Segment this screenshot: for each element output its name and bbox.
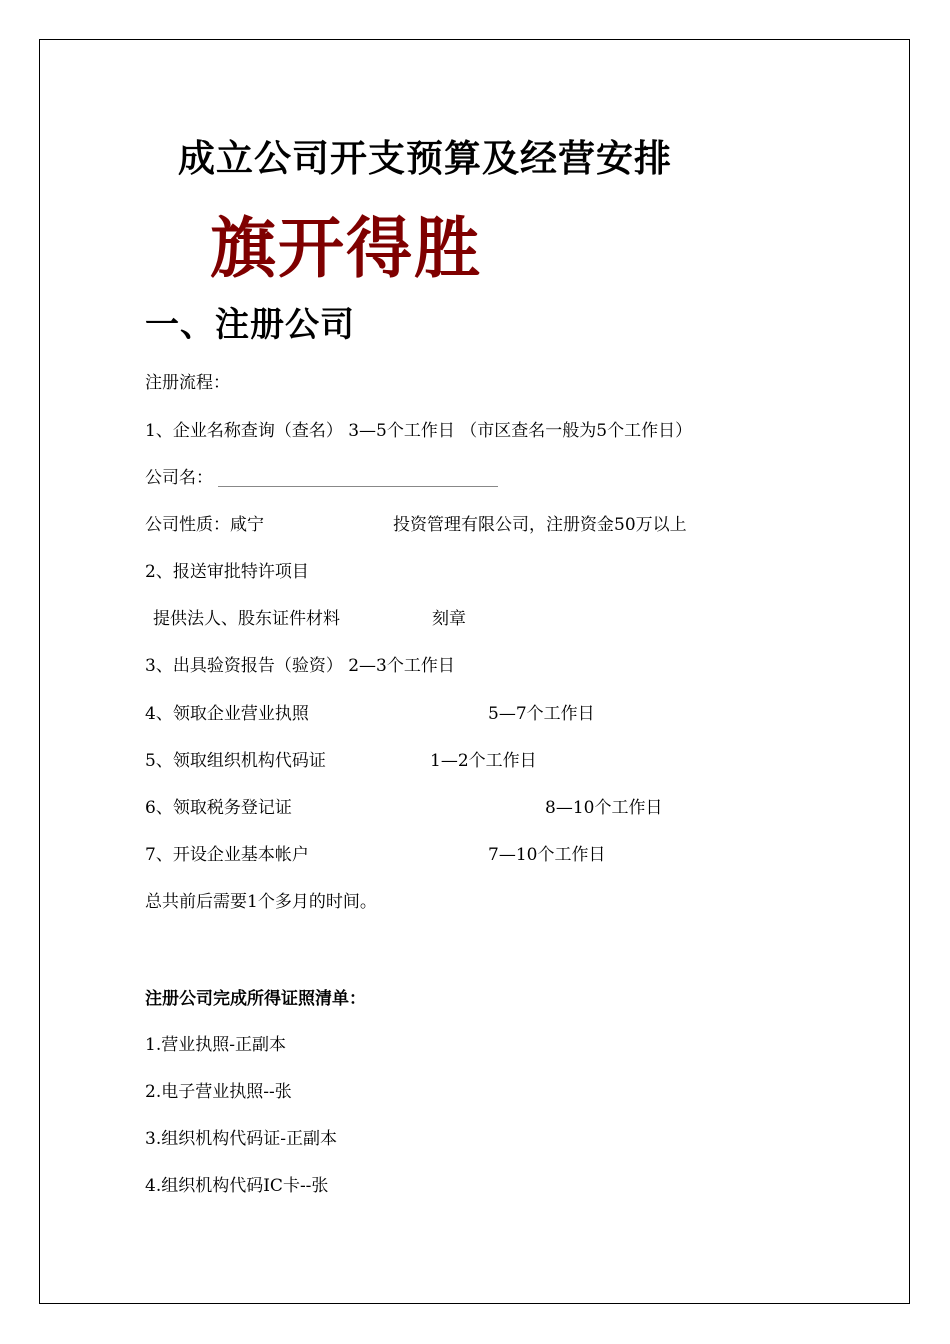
company-nature-label: 公司性质：咸宁 (145, 515, 264, 535)
step-7: 7、开设企业基本帐户 (145, 845, 309, 865)
step-2-detail-right: 刻章 (432, 609, 466, 629)
step-3: 3、出具验资报告（验资） 2—3个工作日 (145, 656, 455, 676)
step-2-detail: 提供法人、股东证件材料 (153, 609, 340, 629)
step-1: 1、企业名称查询（查名） 3—5个工作日 （市区查名一般为5个工作日） (145, 421, 693, 441)
company-name-label: 公司名： (145, 468, 213, 488)
step-7-time: 7—10个工作日 (488, 845, 606, 865)
certificate-item: 2.电子营业执照--张 (145, 1082, 292, 1102)
flow-label: 注册流程： (145, 373, 230, 393)
step-5-time: 1—2个工作日 (430, 751, 537, 771)
certificate-item: 4.组织机构代码IC卡--张 (145, 1176, 329, 1196)
step-4: 4、领取企业营业执照 (145, 704, 309, 724)
certificates-heading: 注册公司完成所得证照清单： (145, 989, 366, 1009)
company-nature-value: 投资管理有限公司，注册资金50万以上 (393, 515, 687, 535)
certificate-item: 1.营业执照-正副本 (145, 1035, 286, 1055)
step-6: 6、领取税务登记证 (145, 798, 292, 818)
section-heading: 一、注册公司 (145, 305, 355, 345)
total-time: 总共前后需要1个多月的时间。 (145, 892, 377, 912)
company-name-blank (218, 486, 498, 487)
page-title: 成立公司开支预算及经营安排 (178, 136, 672, 180)
step-6-time: 8—10个工作日 (545, 798, 663, 818)
step-5: 5、领取组织机构代码证 (145, 751, 326, 771)
step-2: 2、报送审批特许项目 (145, 562, 309, 582)
step-4-time: 5—7个工作日 (488, 704, 595, 724)
certificate-item: 3.组织机构代码证-正副本 (145, 1129, 337, 1149)
slogan: 旗开得胜 (210, 209, 482, 287)
